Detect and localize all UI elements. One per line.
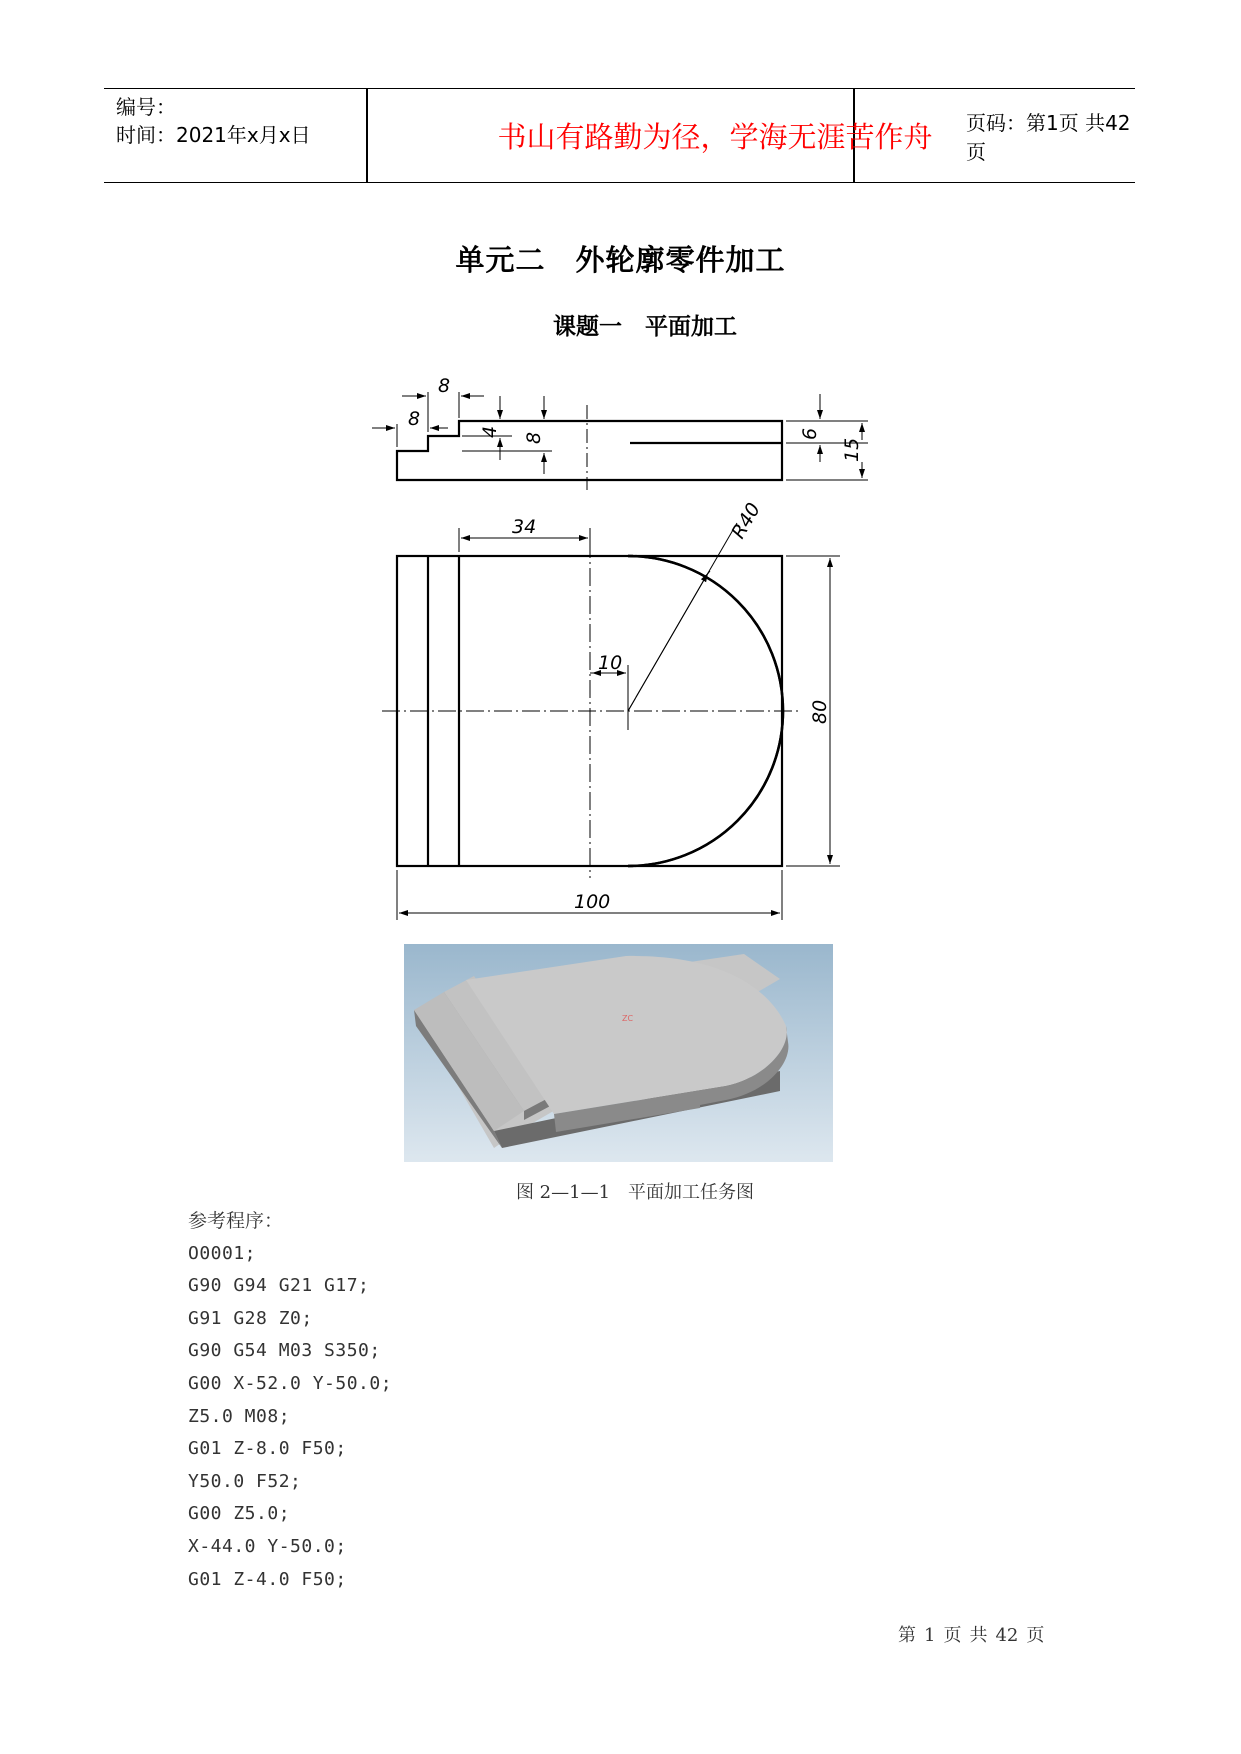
- program-line: G01 Z-4.0 F50;: [188, 1568, 347, 1590]
- side-view: [372, 392, 868, 490]
- program-line: G91 G28 Z0;: [188, 1307, 313, 1329]
- program-line: O0001;: [188, 1242, 257, 1264]
- footer-word: 页: [1026, 1625, 1045, 1646]
- program-line: G00 X-52.0 Y-50.0;: [188, 1372, 393, 1394]
- page-number-label: 页码：第1页 共42页: [966, 110, 1131, 164]
- program-line: G90 G54 M03 S350;: [188, 1340, 381, 1362]
- program-line: Y50.0 F52;: [188, 1470, 302, 1492]
- page-footer: [898, 1621, 1052, 1647]
- render-axis-label: ZC: [622, 1014, 634, 1023]
- program-line: G01 Z-8.0 F50;: [188, 1438, 347, 1460]
- plan-view: [382, 523, 840, 920]
- page-subtitle: 课题一 平面加工: [553, 314, 737, 340]
- program-heading: 参考程序：: [188, 1210, 284, 1232]
- dim-label: 8: [438, 375, 451, 397]
- dim-label: 15: [841, 437, 863, 462]
- figure-caption: 图 2—1—1 平面加工任务图: [515, 1182, 755, 1203]
- footer-word: 页: [943, 1625, 962, 1646]
- program-line: G90 G94 G21 G17;: [188, 1275, 370, 1297]
- dim-label: R40: [727, 499, 766, 543]
- part-3d-render: [404, 944, 833, 1162]
- page-title: 单元二 外轮廓零件加工: [455, 243, 786, 277]
- serial-label: 编号：: [116, 95, 176, 119]
- program-line: X-44.0 Y-50.0;: [188, 1535, 347, 1557]
- program-line: G00 Z5.0;: [188, 1503, 291, 1525]
- program-line: Z5.0 M08;: [188, 1405, 291, 1427]
- footer-word: 第: [898, 1625, 916, 1646]
- dim-label: 6: [799, 427, 821, 440]
- time-label: 时间：2021年x月x日: [116, 123, 311, 147]
- footer-word: 共: [969, 1625, 988, 1646]
- reference-program: [188, 1205, 392, 1596]
- dim-label: 80: [809, 699, 831, 724]
- dim-label: 100: [574, 891, 611, 913]
- dim-label: 34: [512, 516, 537, 538]
- dim-label: 4: [479, 425, 501, 438]
- footer-total-pages: 42: [995, 1625, 1019, 1646]
- dim-label: 8: [523, 431, 545, 444]
- header-motto: 书山有路勤为径，学海无涯苦作舟: [497, 120, 933, 154]
- dim-label: 10: [598, 652, 623, 674]
- dim-label: 8: [408, 408, 421, 430]
- footer-page-number: 1: [924, 1625, 936, 1646]
